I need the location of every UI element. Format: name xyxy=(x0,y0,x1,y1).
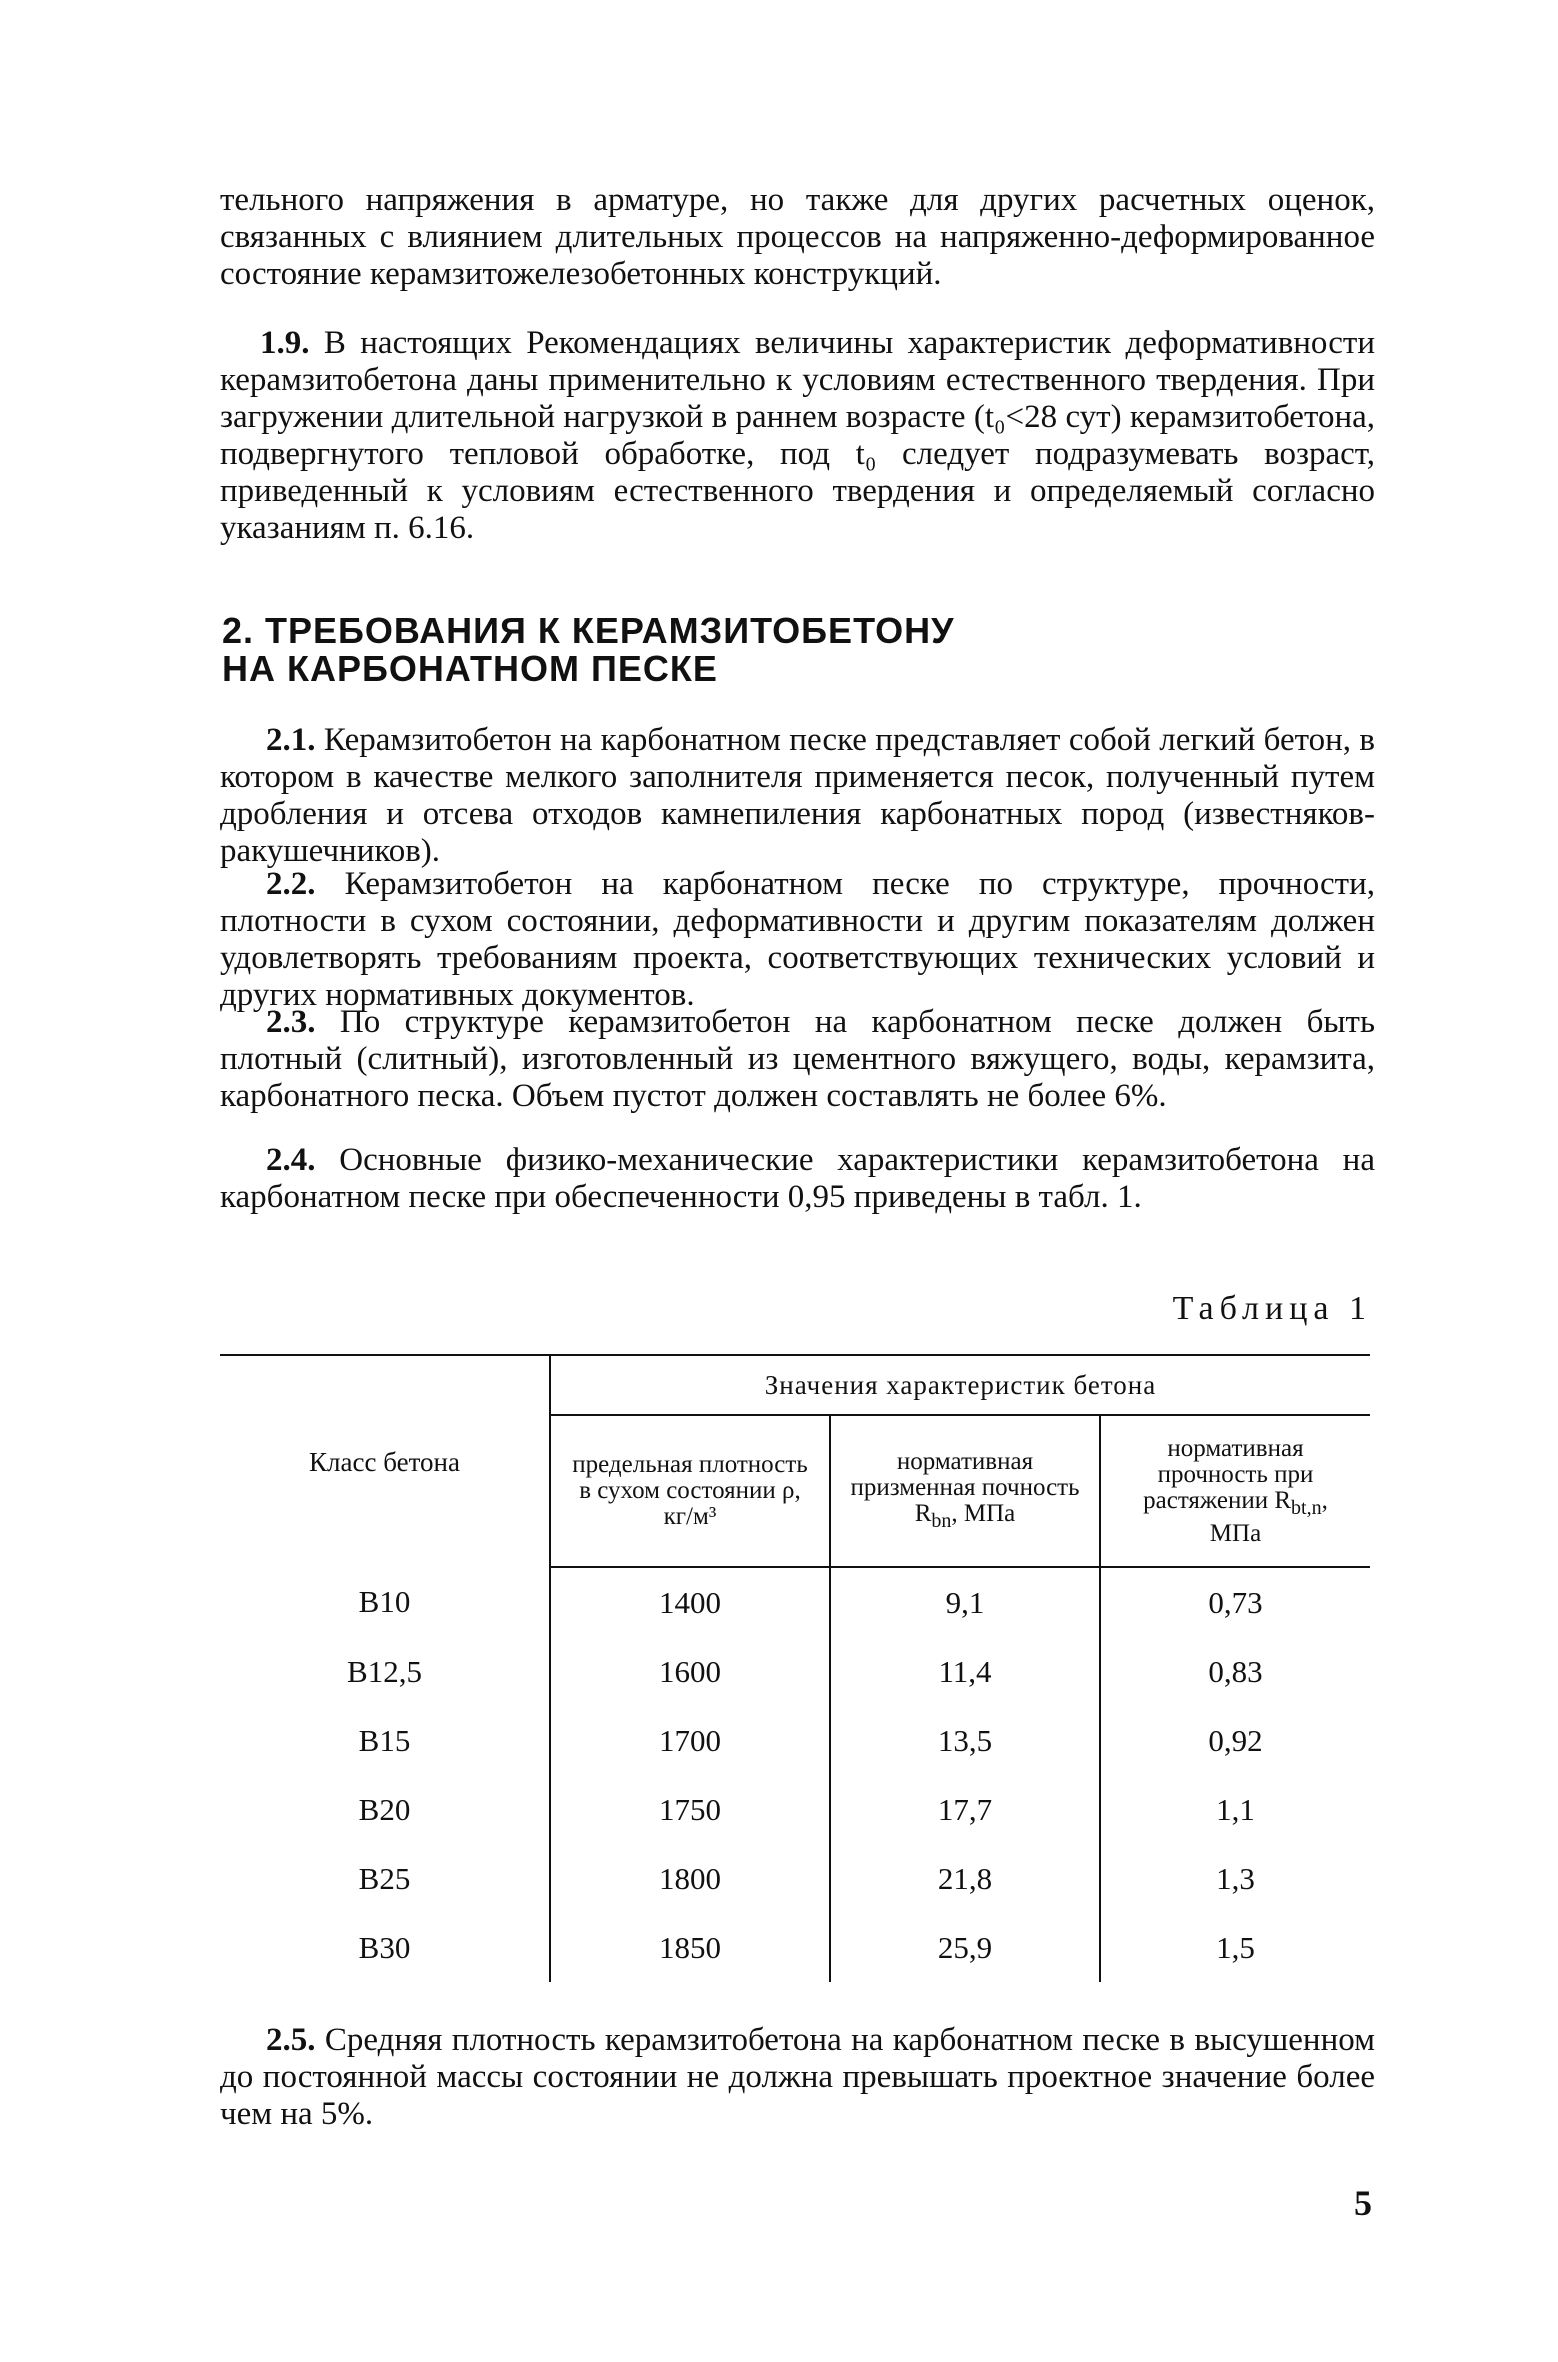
table-row xyxy=(220,1844,1370,1913)
table-caption: Таблица 1 xyxy=(1172,1290,1372,1327)
header-density: предельная плотность в сухом состоянии ρ, кг/м³ xyxy=(550,1415,830,1567)
cell-density: 1750 xyxy=(550,1775,830,1844)
table-row xyxy=(220,1706,1370,1775)
paragraph-number: 2.5. xyxy=(266,2022,316,2058)
header-tensile-strength xyxy=(1100,1415,1370,1567)
header-tension-unit: , МПа xyxy=(1209,1486,1328,1547)
cell-class: B25 xyxy=(358,1860,411,1896)
paragraph-2-1 xyxy=(220,722,1375,870)
paragraph-2-2 xyxy=(220,866,1375,1014)
paragraph-text: Керамзитобетон на карбонатном песке представляет собой легкий бетон, в котором в качестве мелкого заполнителя применяется песок, полученный путем дробления и отсева отходов камнепиления карбонатных пород (известняков-ракушечников). xyxy=(220,722,1376,869)
header-tension-text: нормативная прочность при растяжении R xyxy=(1143,1434,1314,1514)
header-group: Значения характеристик бетона xyxy=(550,1355,1370,1415)
header-prism-strength xyxy=(830,1415,1100,1567)
paragraph-text: Основные физико-механические характеристики керамзитобетона на карбонатном песке при обеспеченности 0,95 приведены в табл. 1. xyxy=(220,1142,1375,1215)
cell-prism: 21,8 xyxy=(830,1844,1100,1913)
cell-class: B30 xyxy=(358,1929,411,1965)
table-row xyxy=(220,1637,1370,1706)
cell-density: 1700 xyxy=(550,1706,830,1775)
header-tension-subscript: bt,n xyxy=(1291,1496,1322,1519)
cell-class: B10 xyxy=(358,1584,411,1619)
cell-prism: 9,1 xyxy=(830,1567,1100,1637)
characteristics-table xyxy=(220,1354,1370,1982)
paragraph-text: По структуре керамзитобетон на карбонатном песке должен быть плотный (слитный), изготовленный из цементного вяжущего, воды, керамзита, карбонатного песка. Объем пустот должен составлять не более 6%. xyxy=(220,1004,1376,1114)
cell-tension: 0,73 xyxy=(1100,1567,1370,1637)
section-heading xyxy=(222,612,1372,688)
paragraph-text: Средняя плотность керамзитобетона на карбонатном песке в высушенном до постоянной массы состоянии не должна превышать проектное значение более чем на 5%. xyxy=(220,2022,1375,2132)
paragraph-1-9 xyxy=(220,325,1375,547)
cell-prism: 25,9 xyxy=(830,1913,1100,1982)
paragraph-number: 2.3. xyxy=(266,1004,316,1040)
cell-density: 1850 xyxy=(550,1913,830,1982)
paragraph-number: 2.4. xyxy=(266,1142,316,1178)
cell-tension: 0,83 xyxy=(1100,1637,1370,1706)
cell-density: 1400 xyxy=(550,1567,830,1637)
paragraph-number: 2.1. xyxy=(266,722,316,758)
paragraph-number: 1.9. xyxy=(260,325,310,361)
table-row xyxy=(220,1775,1370,1844)
cell-density: 1800 xyxy=(550,1844,830,1913)
cell-density: 1600 xyxy=(550,1637,830,1706)
paragraph-2-3 xyxy=(220,1004,1375,1115)
header-class: Класс бетона xyxy=(309,1446,460,1477)
cell-class: B12,5 xyxy=(347,1653,422,1689)
cell-prism: 11,4 xyxy=(830,1637,1100,1706)
paragraph-text: Керамзитобетон на карбонатном песке по структуре, прочности, плотности в сухом состоянии, деформативности и другим показателям должен удовлетворять требованиям проекта, соответствующих технических условий и других нормативных документов. xyxy=(220,866,1375,1013)
cell-tension: 0,92 xyxy=(1100,1706,1370,1775)
cell-prism: 17,7 xyxy=(830,1775,1100,1844)
page-number: 5 xyxy=(1354,2183,1372,2223)
header-prism-text: нормативная призменная почность R xyxy=(850,1447,1080,1527)
paragraph-2-4 xyxy=(220,1142,1375,1216)
cell-tension: 1,1 xyxy=(1100,1775,1370,1844)
heading-line-1: 2. ТРЕБОВАНИЯ К КЕРАМЗИТОБЕТОНУ xyxy=(222,610,955,651)
paragraph-number: 2.2. xyxy=(266,866,316,902)
paragraph-continuation xyxy=(220,182,1375,293)
paragraph-text: В настоящих Рекомендациях величины характеристик деформативности керамзитобетона даны применительно к условиям естественного твердения. При загружении длительной нагрузкой в раннем возрасте (t₀<28 сут) керамзитобетона, подвергнутого тепловой обработке, под t₀ следует подразумевать возраст, приведенный к условиям естественного твердения и определяемый согласно указаниям п. 6.16. xyxy=(220,325,1375,546)
header-prism-subscript: bn xyxy=(931,1509,952,1532)
heading-line-2: НА КАРБОНАТНОМ ПЕСКЕ xyxy=(222,648,718,689)
cell-class: B20 xyxy=(358,1791,411,1827)
cell-class: B15 xyxy=(358,1722,411,1758)
paragraph-2-5 xyxy=(220,2022,1375,2133)
table-row xyxy=(220,1567,1370,1637)
paragraph-text: тельного напряжения в арматуре, но также для других расчетных оценок, связанных с влиянием длительных процессов на напряженно-деформированное состояние керамзитожелезобетонных конструкций. xyxy=(220,182,1375,292)
table-row xyxy=(220,1913,1370,1982)
header-prism-unit: , МПа xyxy=(951,1499,1016,1527)
cell-tension: 1,3 xyxy=(1100,1844,1370,1913)
cell-tension: 1,5 xyxy=(1100,1913,1370,1982)
cell-prism: 13,5 xyxy=(830,1706,1100,1775)
